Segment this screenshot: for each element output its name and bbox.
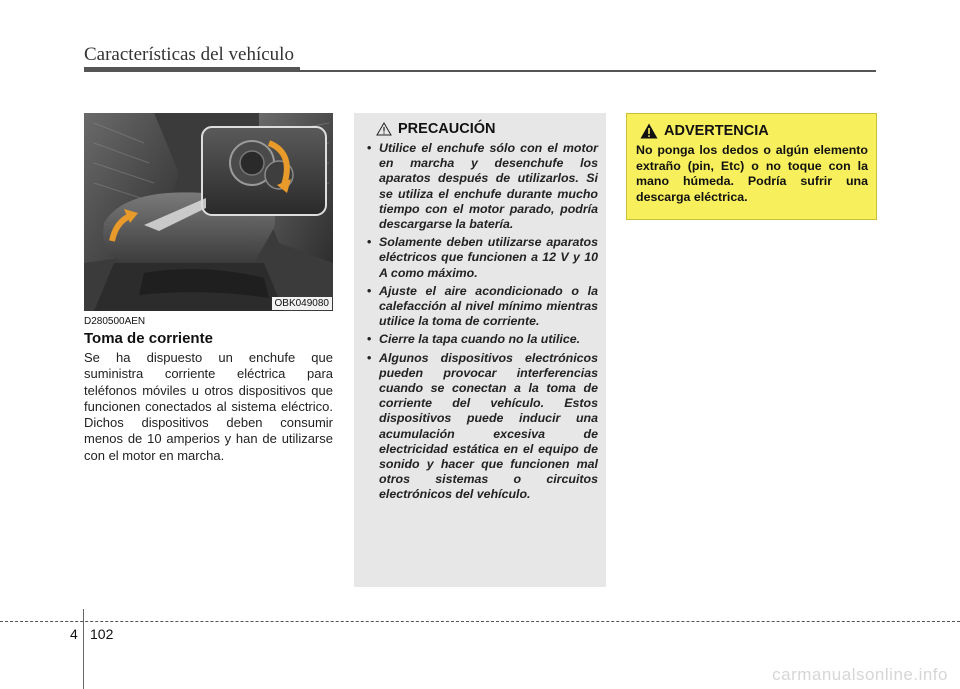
footer-divider [83,609,84,689]
page-header-title: Características del vehículo [84,44,294,65]
caution-item: • Cierre la tapa cuando no la utilice. [364,332,598,347]
caution-header [364,121,598,137]
warning-text: No ponga los dedos o algún elemento extraño (pin, Etc) o no toque con la mano húmeda. Podría sufrir una descarga eléctrica. [636,143,868,204]
warning-header [636,123,868,139]
caution-item: • Algunos dispositivos electrónicos pueden provocar interferencias cuando se conectan a la toma de corriente del vehículo. Estos dispositivos puede inducir una acumulación excesiva de electricidad estática en el equipo de sonido y hacer que funcionen mal otros sistemas o circuitos electrónicos del vehículo. [364,351,598,503]
caution-box [354,113,606,587]
caution-title: PRECAUCIÓN [398,121,496,137]
watermark: carmanualsonline.info [772,665,948,684]
section-title: Toma de corriente [84,330,213,347]
caution-list [364,141,598,503]
caution-item: • Solamente deben utilizarse aparatos eléctricos que funcionen a 12 V y 10 A como máximo. [364,235,598,281]
warning-triangle-filled-icon [640,123,658,139]
caution-item: • Utilice el enchufe sólo con el motor en marcha y desenchufe los aparatos después de utilizarlos. Si se utiliza el enchufe durante mucho tiempo con el motor parado, podría descargarse la batería. [364,141,598,232]
figure-code: OBK049080 [272,297,333,310]
footer-rule [0,621,960,622]
header-rule-thin [300,70,876,72]
caution-item: • Ajuste el aire acondicionado o la calefacción al nivel mínimo mientras utilice la toma de corriente. [364,284,598,330]
header-rule-thick [84,67,300,72]
warning-triangle-outline-icon [376,122,392,136]
section-body: Se ha dispuesto un enchufe que suministra corriente eléctrica para teléfonos móviles u otros dispositivos que funcionen conectados al sistema eléctrico. Dichos dispositivos deben consumir menos de 10 amperios y han de utilizarse con el motor en marcha. [84,350,333,463]
warning-box [626,113,877,220]
console-drawing [84,113,333,311]
power-outlet-illustration [84,113,333,311]
chapter-number: 4 [70,626,78,642]
warning-title: ADVERTENCIA [664,123,769,139]
page-number: 102 [90,626,114,642]
section-code: D280500AEN [84,316,146,327]
